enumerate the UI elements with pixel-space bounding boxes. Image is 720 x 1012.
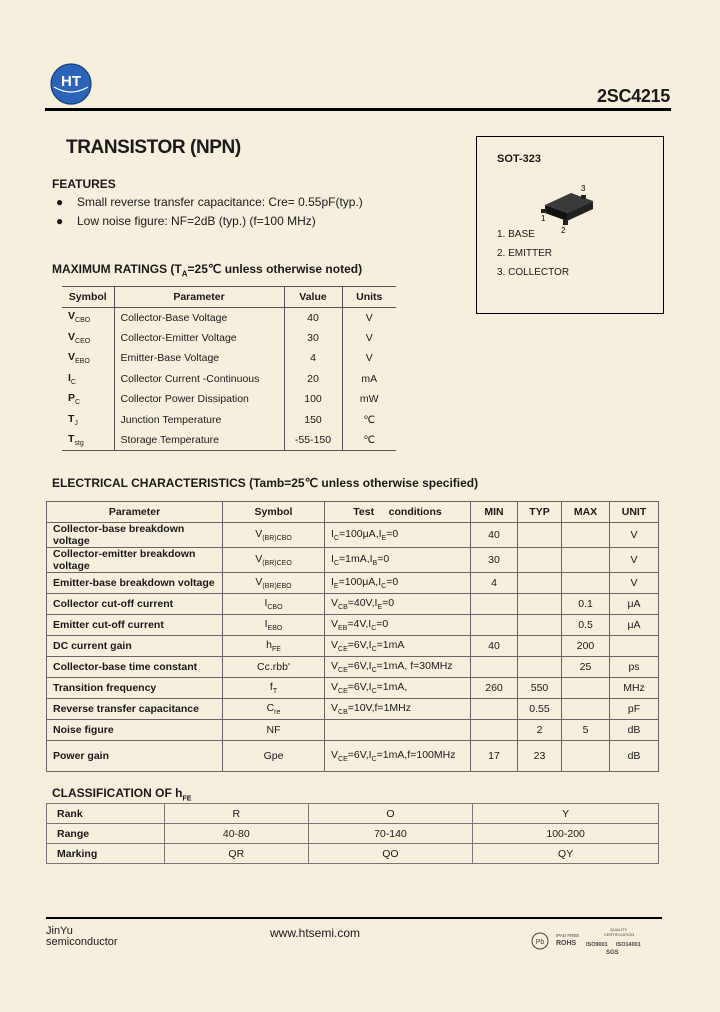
bullet-icon: ● bbox=[56, 214, 64, 228]
max-cell: 25 bbox=[562, 657, 610, 678]
table-row bbox=[47, 678, 659, 699]
features-heading: FEATURES bbox=[52, 177, 116, 191]
parameter-cell: Collector-Base Voltage bbox=[114, 307, 284, 328]
parameter-cell: DC current gain bbox=[47, 636, 223, 657]
svg-text:Pb: Pb bbox=[535, 939, 545, 946]
svg-text:ROHS: ROHS bbox=[556, 940, 577, 947]
conditions-cell: $V_{CB}=10V,f=1MHz$ bbox=[325, 699, 471, 720]
company-name-2: semiconductor bbox=[46, 936, 118, 948]
conditions-cell: $V_{CE}=6V,I_C=1mA$, bbox=[325, 678, 471, 699]
package-label: SOT-323 bbox=[497, 153, 542, 165]
feature-item: ● Low noise figure: NF=2dB (typ.) (f=100 MHz) bbox=[56, 214, 316, 228]
package-box bbox=[476, 136, 664, 314]
symbol-cell: Cc.rbb' bbox=[223, 657, 325, 678]
parameter-cell: Emitter cut-off current bbox=[47, 615, 223, 636]
col-typ: TYP bbox=[518, 502, 562, 523]
symbol-cell: $I_{CBO}$ bbox=[223, 594, 325, 615]
conditions-cell bbox=[325, 720, 471, 741]
symbol-cell: $I_C$ bbox=[68, 371, 76, 386]
pin-base: 1. BASE bbox=[497, 229, 535, 240]
symbol-cell: $V_{CBO}$ bbox=[68, 310, 91, 325]
symbol-cell: $I_{EBO}$ bbox=[223, 615, 325, 636]
typ-cell bbox=[518, 615, 562, 636]
value-cell: 40-80 bbox=[165, 824, 309, 844]
conditions-cell: $I_C=1mA,I_B=0$ bbox=[325, 548, 471, 573]
table-row bbox=[47, 594, 659, 615]
conditions-cell: $V_{CB}=40V,I_E=0$ bbox=[325, 594, 471, 615]
value-cell: 150 bbox=[284, 410, 342, 431]
value-cell: Y bbox=[473, 804, 659, 824]
max-cell bbox=[562, 741, 610, 772]
svg-text:CERTIFICATION: CERTIFICATION bbox=[604, 932, 635, 937]
typ-cell: 2 bbox=[518, 720, 562, 741]
table-row bbox=[62, 389, 396, 410]
table-row bbox=[47, 804, 659, 824]
symbol-cell: $V_{(BR)CEO}$ bbox=[223, 548, 325, 573]
conditions-cell: $V_{EB}=4V,I_C=0$ bbox=[325, 615, 471, 636]
electrical-table bbox=[46, 501, 659, 772]
min-cell: 260 bbox=[471, 678, 518, 699]
table-row bbox=[47, 615, 659, 636]
value-cell: 30 bbox=[284, 328, 342, 349]
col-max: MAX bbox=[562, 502, 610, 523]
col-value: Value bbox=[284, 287, 342, 308]
symbol-cell: $V_{EBO}$ bbox=[68, 351, 90, 366]
parameter-cell: Collector-emitter breakdown voltage bbox=[47, 548, 223, 573]
max-cell: 0.5 bbox=[562, 615, 610, 636]
unit-cell: pF bbox=[610, 699, 659, 720]
footer-rule bbox=[46, 917, 662, 919]
parameter-cell: Transition frequency bbox=[47, 678, 223, 699]
svg-text:ISO14001: ISO14001 bbox=[616, 942, 641, 948]
typ-cell bbox=[518, 573, 562, 594]
table-row bbox=[47, 720, 659, 741]
symbol-cell: $T_{stg}$ bbox=[62, 430, 114, 451]
table-row bbox=[47, 523, 659, 548]
ht-logo bbox=[50, 63, 92, 105]
value-cell: 70-140 bbox=[308, 824, 473, 844]
min-cell: 40 bbox=[471, 523, 518, 548]
svg-text:ISO9001: ISO9001 bbox=[586, 942, 608, 948]
table-row bbox=[47, 636, 659, 657]
parameter-cell: Collector Power Dissipation bbox=[114, 389, 284, 410]
table-row bbox=[47, 573, 659, 594]
unit-cell: V bbox=[342, 328, 396, 349]
max-cell: 5 bbox=[562, 720, 610, 741]
parameter-cell: Noise figure bbox=[47, 720, 223, 741]
unit-cell: dB bbox=[610, 720, 659, 741]
max-cell: 200 bbox=[562, 636, 610, 657]
typ-cell bbox=[518, 548, 562, 573]
parameter-cell: Emitter-Base Voltage bbox=[114, 348, 284, 369]
conditions-cell: $V_{CE}=6V,I_C=1mA$, f=30MHz bbox=[325, 657, 471, 678]
table-row bbox=[62, 410, 396, 431]
table-row bbox=[62, 348, 396, 369]
col-units: Units bbox=[342, 287, 396, 308]
row-label-cell: Rank bbox=[47, 804, 165, 824]
parameter-cell: Collector-base breakdown voltage bbox=[47, 523, 223, 548]
symbol-cell: $P_C$ bbox=[68, 392, 81, 407]
website-link[interactable]: www.htsemi.com bbox=[270, 926, 361, 940]
symbol-cell: $V_{(BR)EBO}$ bbox=[223, 573, 325, 594]
svg-text:IPAD FREE: IPAD FREE bbox=[556, 933, 580, 938]
max-cell bbox=[562, 699, 610, 720]
table-row bbox=[62, 369, 396, 390]
typ-cell bbox=[518, 594, 562, 615]
col-symbol: Symbol bbox=[62, 287, 114, 308]
table-row bbox=[47, 548, 659, 573]
conditions-cell: $V_{CE}=6V,I_C=1mA,f=100MHz$ bbox=[325, 741, 471, 772]
unit-cell: dB bbox=[610, 741, 659, 772]
unit-cell: V bbox=[610, 573, 659, 594]
typ-cell: 23 bbox=[518, 741, 562, 772]
feature-item: ● Small reverse transfer capacitance: Cre= 0.55pF(typ.) bbox=[56, 195, 363, 209]
parameter-cell: Reverse transfer capacitance bbox=[47, 699, 223, 720]
unit-cell: V bbox=[342, 307, 396, 328]
table-row bbox=[47, 699, 659, 720]
unit-cell: V bbox=[610, 523, 659, 548]
symbol-cell: Gpe bbox=[223, 741, 325, 772]
min-cell bbox=[471, 720, 518, 741]
typ-cell: 550 bbox=[518, 678, 562, 699]
parameter-cell: Emitter-base breakdown voltage bbox=[47, 573, 223, 594]
value-cell: O bbox=[308, 804, 473, 824]
max-cell: 0.1 bbox=[562, 594, 610, 615]
certification-logos bbox=[530, 926, 660, 958]
row-label-cell: Range bbox=[47, 824, 165, 844]
min-cell: 30 bbox=[471, 548, 518, 573]
table-row bbox=[62, 430, 396, 451]
table-row bbox=[47, 657, 659, 678]
col-min: MIN bbox=[471, 502, 518, 523]
company-name: JinYu bbox=[46, 925, 73, 937]
symbol-cell: $V_{CEO}$ bbox=[68, 330, 91, 345]
parameter-cell: Collector-Emitter Voltage bbox=[114, 328, 284, 349]
col-symbol: Symbol bbox=[223, 502, 325, 523]
max-ratings-heading: MAXIMUM RATINGS ($T_A=25℃$ unless otherwise noted) bbox=[52, 262, 363, 279]
col-parameter: Parameter bbox=[47, 502, 223, 523]
unit-cell: ℃ bbox=[342, 410, 396, 431]
page-title: TRANSISTOR (NPN) bbox=[66, 137, 241, 158]
pin-2-label: 2 bbox=[561, 226, 566, 233]
min-cell: 4 bbox=[471, 573, 518, 594]
value-cell: QO bbox=[308, 844, 473, 864]
table-row bbox=[62, 328, 396, 349]
min-cell: 40 bbox=[471, 636, 518, 657]
unit-cell: μA bbox=[610, 615, 659, 636]
electrical-heading: ELECTRICAL CHARACTERISTICS (Tamb=25℃ unless otherwise specified) bbox=[52, 476, 479, 490]
max-cell bbox=[562, 678, 610, 699]
value-cell: 20 bbox=[284, 369, 342, 390]
value-cell: 100-200 bbox=[473, 824, 659, 844]
value-cell: -55-150 bbox=[284, 430, 342, 451]
pin-collector: 3. COLLECTOR bbox=[497, 267, 570, 278]
parameter-cell: Collector-base time constant bbox=[47, 657, 223, 678]
svg-text:QUALITY: QUALITY bbox=[610, 927, 628, 932]
unit-cell: ps bbox=[610, 657, 659, 678]
parameter-cell: Storage Temperature bbox=[114, 430, 284, 451]
col-conditions: Test conditions bbox=[325, 502, 471, 523]
table-row bbox=[62, 307, 396, 328]
min-cell: 17 bbox=[471, 741, 518, 772]
unit-cell: μA bbox=[610, 594, 659, 615]
value-cell: QY bbox=[473, 844, 659, 864]
symbol-cell: $T_J$ bbox=[68, 412, 78, 427]
min-cell bbox=[471, 699, 518, 720]
typ-cell bbox=[518, 657, 562, 678]
min-cell bbox=[471, 594, 518, 615]
parameter-cell: Collector cut-off current bbox=[47, 594, 223, 615]
unit-cell: mA bbox=[342, 369, 396, 390]
parameter-cell: Collector Current -Continuous bbox=[114, 369, 284, 390]
min-cell bbox=[471, 657, 518, 678]
pin-emitter: 2. EMITTER bbox=[497, 248, 553, 259]
symbol-cell: NF bbox=[223, 720, 325, 741]
table-row bbox=[47, 844, 659, 864]
table-row bbox=[47, 824, 659, 844]
unit-cell bbox=[610, 636, 659, 657]
unit-cell: ℃ bbox=[342, 430, 396, 451]
min-cell bbox=[471, 615, 518, 636]
sot323-package-drawing bbox=[527, 183, 627, 233]
max-ratings-table bbox=[62, 286, 396, 451]
value-cell: 40 bbox=[284, 307, 342, 328]
col-parameter: Parameter bbox=[114, 287, 284, 308]
unit-cell: V bbox=[610, 548, 659, 573]
value-cell: QR bbox=[165, 844, 309, 864]
table-row bbox=[47, 741, 659, 772]
col-unit: UNIT bbox=[610, 502, 659, 523]
conditions-cell: $V_{CE}=6V,I_C=1mA$ bbox=[325, 636, 471, 657]
value-cell: R bbox=[165, 804, 309, 824]
svg-text:SGS: SGS bbox=[606, 950, 619, 956]
symbol-cell: $V_{(BR)CBO}$ bbox=[223, 523, 325, 548]
unit-cell: mW bbox=[342, 389, 396, 410]
typ-cell: 0.55 bbox=[518, 699, 562, 720]
classification-heading: CLASSIFICATION OF $h_{FE}$ bbox=[52, 786, 192, 803]
symbol-cell: $C_{re}$ bbox=[223, 699, 325, 720]
max-cell bbox=[562, 573, 610, 594]
pin-3-label: 3 bbox=[581, 184, 586, 193]
typ-cell bbox=[518, 523, 562, 548]
value-cell: 4 bbox=[284, 348, 342, 369]
unit-cell: MHz bbox=[610, 678, 659, 699]
parameter-cell: Junction Temperature bbox=[114, 410, 284, 431]
bullet-icon: ● bbox=[56, 195, 64, 209]
symbol-cell: $f_T$ bbox=[223, 678, 325, 699]
max-cell bbox=[562, 523, 610, 548]
row-label-cell: Marking bbox=[47, 844, 165, 864]
symbol-cell: $h_{FE}$ bbox=[223, 636, 325, 657]
classification-table bbox=[46, 803, 659, 864]
top-rule bbox=[45, 108, 671, 111]
parameter-cell: Power gain bbox=[47, 741, 223, 772]
part-number: 2SC4215 bbox=[597, 86, 670, 106]
max-cell bbox=[562, 548, 610, 573]
unit-cell: V bbox=[342, 348, 396, 369]
conditions-cell: $I_C=100\mu A,I_E=0$ bbox=[325, 523, 471, 548]
pin-1-label: 1 bbox=[541, 214, 546, 223]
conditions-cell: $I_E=100\mu A,I_C=0$ bbox=[325, 573, 471, 594]
typ-cell bbox=[518, 636, 562, 657]
value-cell: 100 bbox=[284, 389, 342, 410]
svg-text:HT: HT bbox=[61, 73, 81, 90]
